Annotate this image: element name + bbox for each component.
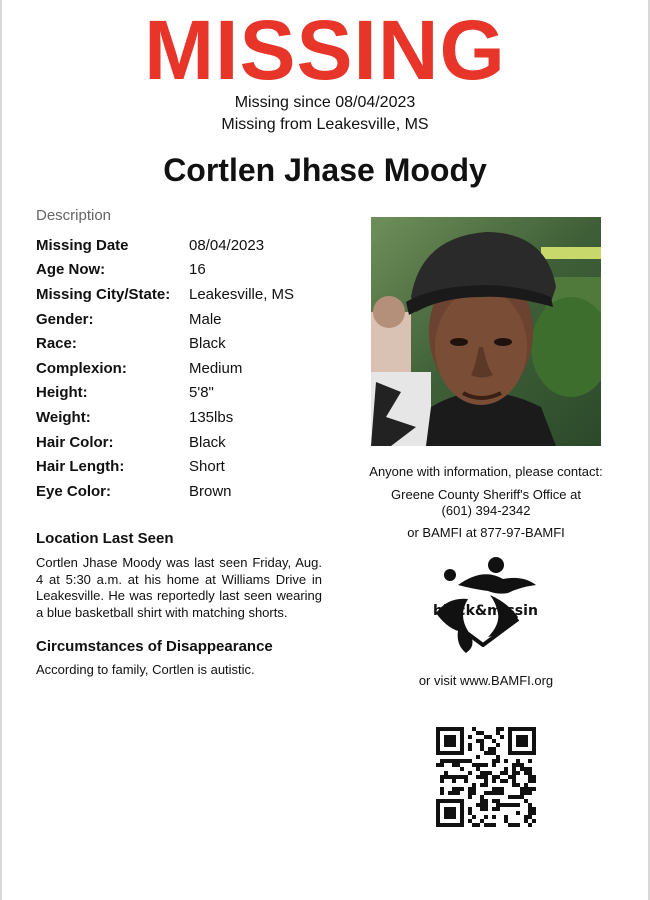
detail-row (36, 405, 356, 430)
detail-row (36, 258, 356, 283)
contact-bamfi: or BAMFI at 877-97-BAMFI (407, 525, 565, 540)
detail-row (36, 233, 356, 258)
detail-row (36, 307, 356, 332)
qr-code (436, 727, 537, 828)
detail-label: Missing Date (36, 236, 129, 254)
detail-value: Brown (189, 482, 232, 500)
contact-agency: Greene County Sheriff's Office at (391, 487, 581, 502)
detail-value: 135lbs (189, 408, 234, 426)
detail-value: Medium (189, 359, 243, 377)
detail-label: Hair Color: (36, 433, 114, 451)
detail-label: Height: (36, 384, 88, 402)
person-name: Cortlen Jhase Moody (163, 152, 487, 188)
headline: MISSING (144, 3, 506, 97)
detail-label: Weight: (36, 408, 91, 426)
missing-since: Missing since 08/04/2023 (234, 94, 416, 111)
page-edge-left (0, 0, 2, 900)
detail-label: Gender: (36, 310, 94, 328)
detail-label: Race: (36, 335, 77, 353)
logo-text: black&missing (433, 603, 538, 619)
circumstances-title: Circumstances of Disappearance (36, 638, 273, 655)
detail-row (36, 479, 356, 504)
location-text: Cortlen Jhase Moody was last seen Friday, Aug. 4 at 5:30 a.m. at his home at Williams Drive in Leakesville. He was reportedly last seen wearing a blue basketball shirt with matching shorts. (36, 555, 322, 620)
detail-value: 16 (189, 261, 206, 279)
detail-row (36, 430, 356, 455)
detail-value: Male (189, 310, 222, 328)
detail-row (36, 454, 356, 479)
location-title: Location Last Seen (36, 530, 174, 547)
detail-label: Eye Color: (36, 482, 112, 500)
detail-label: Complexion: (36, 359, 127, 377)
contact-visit: or visit www.BAMFI.org (418, 673, 554, 688)
contact-intro: Anyone with information, please contact: (369, 464, 603, 479)
circumstances-text: According to family, Cortlen is autistic. (36, 662, 255, 677)
detail-value: Black (189, 335, 226, 353)
detail-label: Missing City/State: (36, 285, 171, 303)
detail-label: Age Now: (36, 261, 106, 279)
detail-row (36, 381, 356, 406)
detail-value: Short (189, 458, 225, 476)
detail-value: 08/04/2023 (189, 236, 265, 254)
detail-value: 5'8" (189, 384, 214, 402)
detail-row (36, 282, 356, 307)
detail-label: Hair Length: (36, 458, 125, 476)
contact-phone: (601) 394-2342 (441, 503, 531, 518)
description-label: Description (36, 207, 112, 224)
missing-from: Missing from Leakesville, MS (221, 116, 429, 133)
details-list (36, 233, 356, 504)
black-and-missing-logo (428, 555, 538, 655)
person-photo (371, 217, 601, 446)
detail-value: Black (189, 433, 226, 451)
detail-row (36, 356, 356, 381)
detail-value: Leakesville, MS (189, 285, 295, 303)
detail-row (36, 331, 356, 356)
